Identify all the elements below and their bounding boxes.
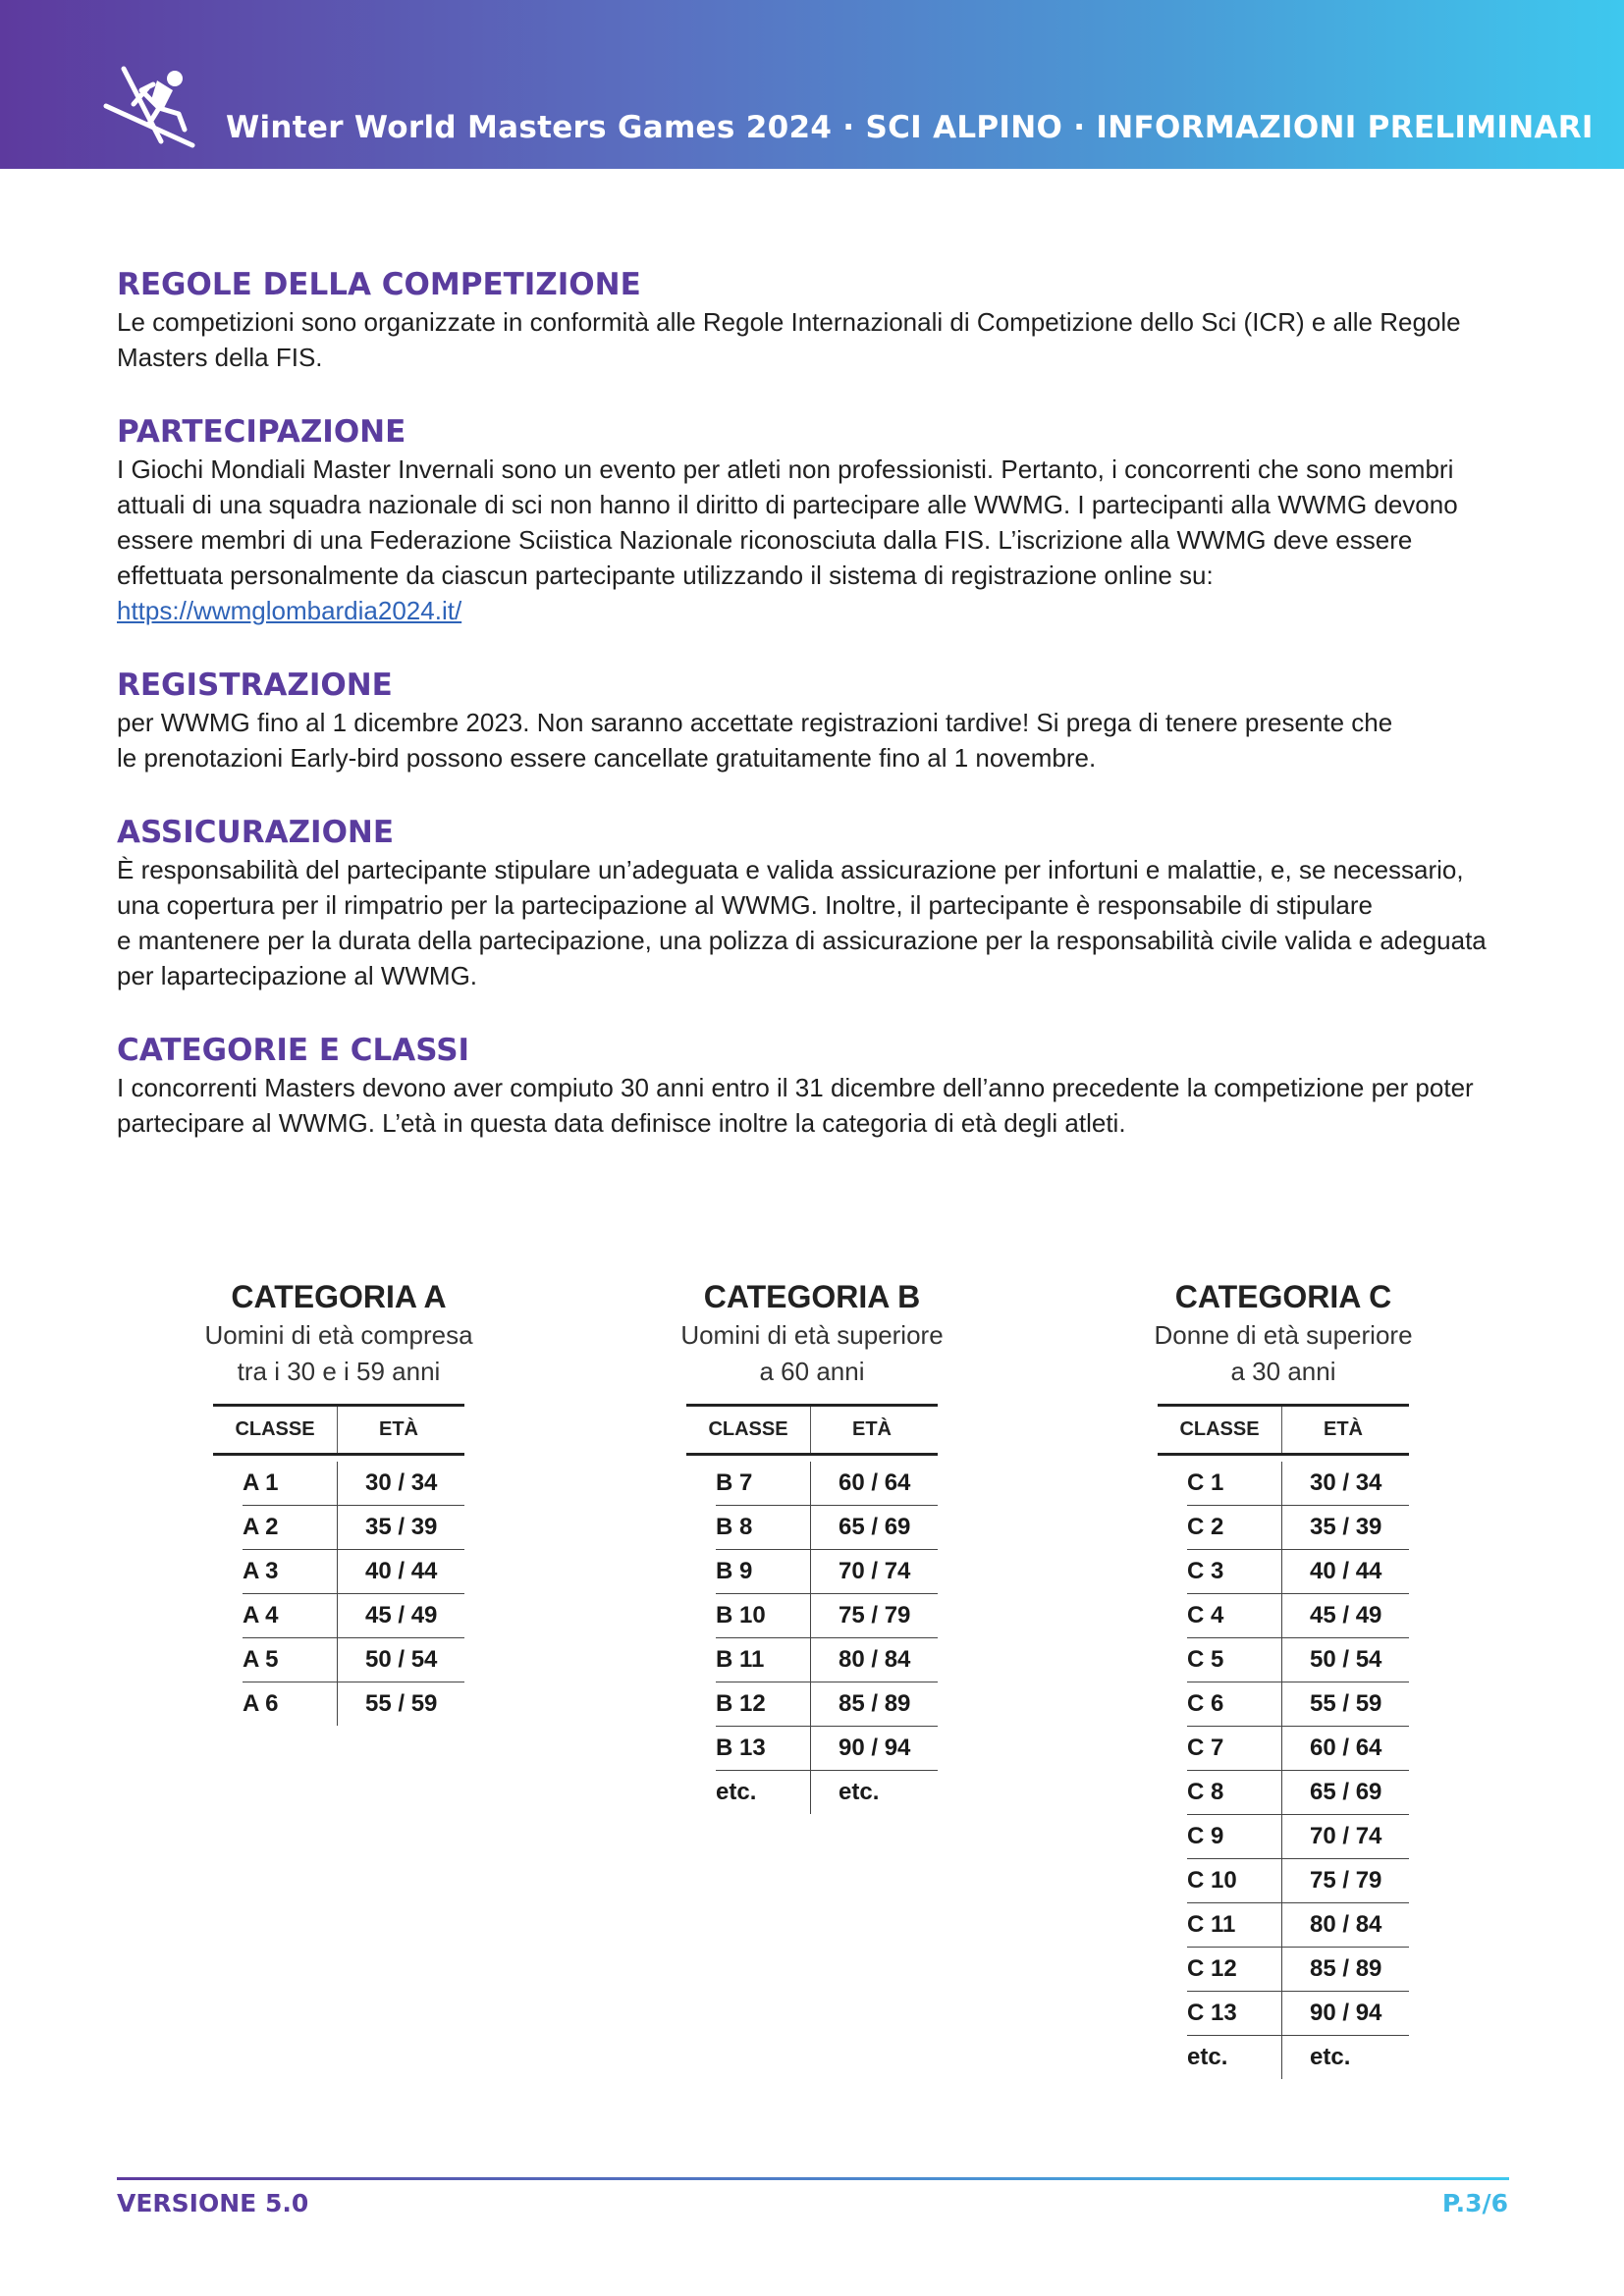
table-header	[1158, 1404, 1409, 1456]
category-subtitle: tra i 30 e i 59 anni	[237, 1357, 441, 1386]
age-cell: 60 / 64	[839, 1469, 911, 1496]
section-registrazione	[117, 666, 1521, 775]
column-header-classe: CLASSE	[213, 1407, 338, 1453]
section-text: per WWMG fino al 1 dicembre 2023. Non saranno accettate registrazioni tardive! Si prega di tenere presente che le prenotazioni Early-bird possono essere cancellate gratuitamente fino al 1 novembre.	[117, 708, 1393, 773]
footer-page-number: P.3/6	[1441, 2189, 1508, 2217]
age-cell: 40 / 44	[365, 1558, 438, 1584]
class-cell: B 9	[716, 1550, 811, 1593]
age-cell: 80 / 84	[1310, 1911, 1382, 1938]
table-row	[1187, 1727, 1409, 1771]
class-cell: C 10	[1187, 1859, 1282, 1902]
section-text: È responsabilità del partecipante stipulare un’adeguata e valida assicurazione per infortuni e malattie, e, se necessario, una copertura per il rimpatrio per la partecipazione al WWMG. Inoltre, il partecipante è responsabile di stipulare e mantenere per la durata della partecipazione, una polizza di assicurazione per la responsabilità civile valida e adeguata per lapartecipazione al WWMG.	[117, 855, 1487, 990]
category-title: CATEGORIA A	[231, 1279, 447, 1314]
table-row	[243, 1682, 464, 1726]
header-title: Winter World Masters Games 2024 · SCI ALPINO · INFORMAZIONI PRELIMINARI	[226, 110, 1594, 145]
class-cell: B 13	[716, 1727, 811, 1770]
table-row	[716, 1506, 938, 1550]
page-header	[0, 0, 1624, 169]
section-text: I concorrenti Masters devono aver compiuto 30 anni entro il 31 dicembre dell’anno precedente la competizione per poter partecipare al WWMG. L’età in questa data definisce inoltre la categoria di età degli atleti.	[117, 1073, 1474, 1138]
class-cell: C 3	[1187, 1550, 1282, 1593]
footer-divider	[117, 2177, 1509, 2180]
registration-link[interactable]: https://wwmglombardia2024.it/	[117, 596, 462, 625]
class-cell: etc.	[1187, 2036, 1282, 2079]
class-cell: etc.	[716, 1771, 811, 1814]
table-header	[213, 1404, 464, 1456]
age-cell: 75 / 79	[1310, 1867, 1382, 1894]
age-cell: 35 / 39	[1310, 1514, 1382, 1540]
class-cell: C 11	[1187, 1903, 1282, 1947]
class-cell: A 2	[243, 1506, 338, 1549]
table-row	[716, 1682, 938, 1727]
class-cell: A 3	[243, 1550, 338, 1593]
age-cell: 50 / 54	[365, 1646, 438, 1673]
table-row	[243, 1638, 464, 1682]
class-cell: A 5	[243, 1638, 338, 1682]
age-cell: 40 / 44	[1310, 1558, 1382, 1584]
age-cell: 90 / 94	[1310, 2000, 1382, 2026]
category-subtitle: Donne di età superiore	[1154, 1320, 1413, 1350]
category-title: CATEGORIA C	[1174, 1279, 1392, 1314]
age-cell: 50 / 54	[1310, 1646, 1382, 1673]
age-cell: 55 / 59	[365, 1690, 438, 1717]
table-row	[1187, 1859, 1409, 1903]
class-cell: B 10	[716, 1594, 811, 1637]
column-header-classe: CLASSE	[686, 1407, 811, 1453]
table-row	[1187, 1506, 1409, 1550]
table-row	[1187, 1771, 1409, 1815]
class-cell: C 9	[1187, 1815, 1282, 1858]
table-row	[1187, 2036, 1409, 2079]
category-subtitle: a 60 anni	[759, 1357, 865, 1386]
table-row	[716, 1638, 938, 1682]
table-row	[243, 1594, 464, 1638]
class-cell: A 4	[243, 1594, 338, 1637]
category-a	[182, 1276, 496, 1726]
age-cell: 30 / 34	[365, 1469, 438, 1496]
age-cell: 85 / 89	[839, 1690, 911, 1717]
class-cell: C 6	[1187, 1682, 1282, 1726]
class-cell: C 8	[1187, 1771, 1282, 1814]
age-cell: 65 / 69	[839, 1514, 911, 1540]
class-cell: B 11	[716, 1638, 811, 1682]
category-table	[1158, 1404, 1409, 2079]
class-cell: B 7	[716, 1462, 811, 1505]
section-assicurazione	[117, 813, 1521, 993]
table-row	[716, 1594, 938, 1638]
table-row	[1187, 1682, 1409, 1727]
table-row	[1187, 1903, 1409, 1948]
table-row	[1187, 1462, 1409, 1506]
age-cell: 90 / 94	[839, 1735, 911, 1761]
category-title: CATEGORIA B	[703, 1279, 921, 1314]
table-row	[716, 1771, 938, 1814]
section-partecipazione	[117, 412, 1521, 628]
age-cell: 45 / 49	[365, 1602, 438, 1629]
class-cell: C 5	[1187, 1638, 1282, 1682]
table-row	[1187, 1948, 1409, 1992]
category-b	[655, 1276, 969, 1814]
category-table	[686, 1404, 938, 1814]
age-cell: 55 / 59	[1310, 1690, 1382, 1717]
table-row	[716, 1550, 938, 1594]
table-row	[1187, 1594, 1409, 1638]
table-header	[686, 1404, 938, 1456]
column-header-eta: ETÀ	[1324, 1418, 1363, 1440]
age-cell: 30 / 34	[1310, 1469, 1382, 1496]
section-heading: REGOLE DELLA COMPETIZIONE	[117, 267, 641, 302]
age-cell: 70 / 74	[1310, 1823, 1382, 1849]
table-row	[243, 1550, 464, 1594]
age-cell: 80 / 84	[839, 1646, 911, 1673]
section-regole	[117, 265, 1521, 375]
age-cell: 60 / 64	[1310, 1735, 1382, 1761]
category-c	[1126, 1276, 1440, 2079]
table-row	[716, 1462, 938, 1506]
table-body	[243, 1462, 464, 1726]
class-cell: C 4	[1187, 1594, 1282, 1637]
column-header-classe: CLASSE	[1158, 1407, 1282, 1453]
table-row	[243, 1506, 464, 1550]
table-row	[716, 1727, 938, 1771]
age-cell: 70 / 74	[839, 1558, 911, 1584]
column-header-eta: ETÀ	[852, 1418, 892, 1440]
category-subtitle: Uomini di età compresa	[204, 1320, 473, 1350]
section-text: I Giochi Mondiali Master Invernali sono un evento per atleti non professionisti. Pertanto, i concorrenti che sono membri attuali di una squadra nazionale di sci non hanno il diritto di partecipare alle WWMG. I partecipanti alla WWMG devono essere membri di una Federazione Sciistica Nazionale riconosciuta dalla FIS. L’iscrizione alla WWMG deve essere effettuata personalmente da ciascun partecipante utilizzando il sistema di registrazione online su: https://wwmglombardia2024.it/	[117, 454, 1458, 625]
table-row	[1187, 1992, 1409, 2036]
section-heading: CATEGORIE E CLASSI	[117, 1033, 470, 1068]
age-cell: etc.	[1310, 2044, 1351, 2070]
category-table	[213, 1404, 464, 1726]
age-cell: 85 / 89	[1310, 1955, 1382, 1982]
age-cell: etc.	[839, 1779, 880, 1805]
class-cell: C 2	[1187, 1506, 1282, 1549]
table-row	[1187, 1815, 1409, 1859]
section-text: Le competizioni sono organizzate in conformità alle Regole Internazionali di Competizione dello Sci (ICR) e alle Regole Masters della FIS.	[117, 307, 1461, 372]
category-subtitle: Uomini di età superiore	[680, 1320, 944, 1350]
class-cell: A 6	[243, 1682, 338, 1726]
class-cell: C 12	[1187, 1948, 1282, 1991]
class-cell: C 13	[1187, 1992, 1282, 2035]
class-cell: A 1	[243, 1462, 338, 1505]
class-cell: B 8	[716, 1506, 811, 1549]
class-cell: B 12	[716, 1682, 811, 1726]
age-cell: 45 / 49	[1310, 1602, 1382, 1629]
section-heading: REGISTRAZIONE	[117, 667, 393, 703]
section-categorie	[117, 1031, 1521, 1141]
class-cell: C 7	[1187, 1727, 1282, 1770]
section-heading: PARTECIPAZIONE	[117, 414, 406, 450]
table-body	[1187, 1462, 1409, 2079]
table-body	[716, 1462, 938, 1814]
table-row	[1187, 1550, 1409, 1594]
age-cell: 75 / 79	[839, 1602, 911, 1629]
main-content	[117, 265, 1521, 1178]
skier-icon	[102, 61, 200, 149]
table-row	[1187, 1638, 1409, 1682]
category-subtitle: a 30 anni	[1230, 1357, 1336, 1386]
age-cell: 65 / 69	[1310, 1779, 1382, 1805]
age-cell: 35 / 39	[365, 1514, 438, 1540]
table-row	[243, 1462, 464, 1506]
column-header-eta: ETÀ	[379, 1418, 418, 1440]
class-cell: C 1	[1187, 1462, 1282, 1505]
footer-version: VERSIONE 5.0	[117, 2189, 309, 2217]
section-heading: ASSICURAZIONE	[117, 815, 395, 850]
